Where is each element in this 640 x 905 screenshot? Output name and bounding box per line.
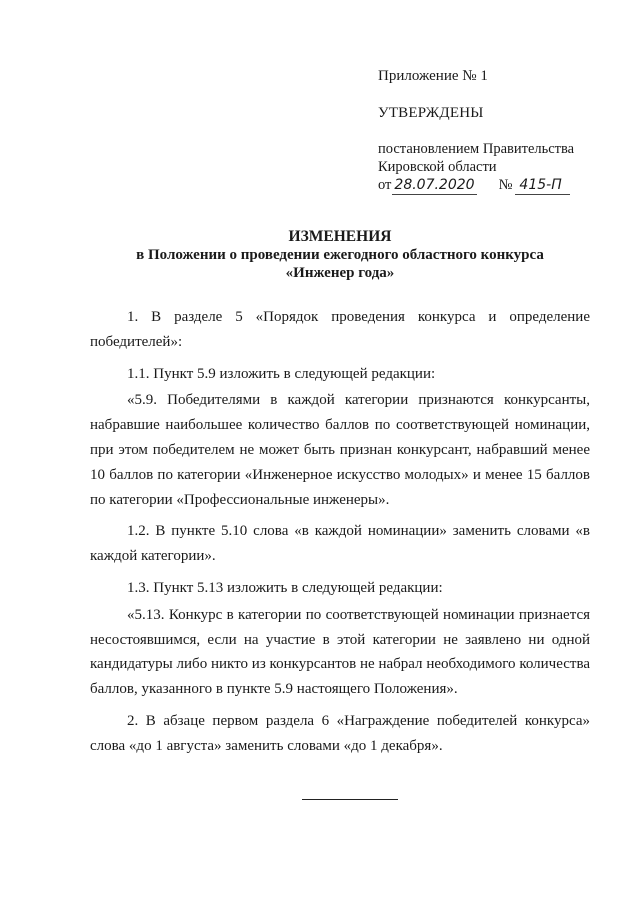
decree-line-1: постановлением Правительства — [378, 141, 575, 157]
paragraph-1-2: 1.2. В пункте 5.10 слова «в каждой номинации» заменить словами «в каждой категории». — [90, 523, 590, 565]
closing-divider — [302, 799, 398, 800]
decree-date-row — [378, 176, 574, 195]
document-title — [90, 228, 590, 282]
approved-label: УТВЕРЖДЕНЫ — [378, 105, 484, 121]
paragraph-1: 1. В разделе 5 «Порядок проведения конкурса и определение победителей»: — [90, 309, 590, 350]
handwritten-number: 415-П — [515, 176, 569, 195]
title-line-2: в Положении о проведении ежегодного областного конкурса — [136, 247, 544, 263]
date-prefix: от — [378, 177, 392, 193]
appendix-label: Приложение № 1 — [378, 68, 488, 84]
decree-reference — [378, 140, 574, 195]
paragraph-5-9: «5.9. Победителями в каждой категории признаются конкурсанты, набравшие наибольшее количество баллов по соответствующей номинации, при этом победителем не может быть признан конкурсант, набравший менее 10 баллов по категории «Инженерное искусство молодых» и менее 15 баллов по категории «Профессиональные инженеры». — [90, 392, 590, 508]
paragraph-5-13: «5.13. Конкурс в категории по соответствующей номинации признается несостоявшимся, если на участие в этой категории не заявлено ни одной кандидатуры либо никто из конкурсантов не набрал необходимого количества баллов, указанного в пункте 5.9 настоящего Положения». — [90, 606, 590, 698]
decree-line-2: Кировской области — [378, 159, 497, 175]
document-body — [90, 305, 590, 766]
title-line-3: «Инженер года» — [285, 265, 395, 281]
handwritten-date: 28.07.2020 — [394, 177, 475, 193]
paragraph-2: 2. В абзаце первом раздела 6 «Награждение победителей конкурса» слова «до 1 августа» заменить словами «до 1 декабря». — [90, 712, 590, 754]
paragraph-1-3: 1.3. Пункт 5.13 изложить в следующей редакции: — [127, 579, 443, 596]
title-main: ИЗМЕНЕНИЯ — [288, 228, 392, 245]
number-label: № — [498, 177, 513, 193]
paragraph-1-1: 1.1. Пункт 5.9 изложить в следующей редакции: — [127, 365, 436, 382]
